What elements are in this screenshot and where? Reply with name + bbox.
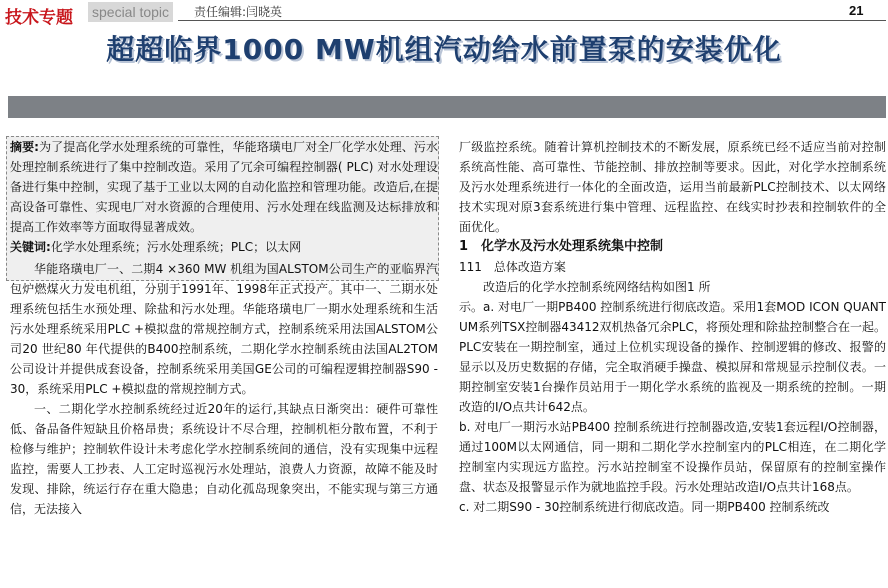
title-band [8,96,886,118]
article-title: 超超临界1000 MW机组汽动给水前置泵的安装优化 [106,33,782,66]
body-paragraph: 改造后的化学水控制系统网络结构如图1 所 [483,280,711,294]
page-number: 21 [849,3,864,18]
left-column [10,137,438,519]
subsection-heading: 111 总体改造方案 [459,260,566,274]
body-paragraph: 示。a. 对电厂一期PB400 控制系统进行彻底改造。采用1套MOD ICON QUANTUM系列TSX控制器43412双机热备冗余PLC，将预处理和除盐控制整合在一起。PLC安装在一期控制室，通过上位机实现设备的操作、控制逻辑的修改、报警的显示以及历史数据的存储，完全取消硬手操盘、模拟屏和常规显示控制仪表。一期控制室安装1台操作员站用于一期化学水系统的监视及一期系统的控制。一期改造的I/O点共计642点。 [459,300,886,414]
body-paragraph: c. 对二期S90 - 30控制系统进行彻底改造。同一期PB400 控制系统改 [459,500,830,514]
header-divider [178,20,886,21]
body-paragraph: b. 对电厂一期污水站PB400 控制系统进行控制器改造,安装1套远程I/O控制器，通过100M以太网通信，同一期和二期化学水控制室内的PLC相连，在二期化学控制室内实现远方监控。污水站控制室不设操作员站，保留原有的控制室操作盘、状态及报警显示作为就地监控手段。污水处理站改造I/O点共计168点。 [459,420,886,494]
abstract [10,137,438,237]
right-column [459,137,886,517]
abstract-text: 为了提高化学水处理系统的可靠性，华能珞璜电厂对全厂化学水处理、污水处理控制系统进行了集中控制改造。采用了冗余可编程控制器( PLC) 对水处理设备进行集中控制，实现了基于工业以太网的自动化监控和管理功能。改造后,在提高设备可靠性、实现电厂对水资源的合理使用、污水处理在线监测及达标排放和提高工作效率等方面取得显著成效。 [10,140,438,234]
keywords [10,237,438,257]
section-tag-english: special topic [88,2,173,22]
body-paragraph: 华能珞璜电厂一、二期4 ×360 MW 机组为国ALSTOM公司生产的亚临界汽包炉燃煤火力发电机组，分别于1991年、1998年正式投产。其中一、二期水处理系统包括生水预处理、除盐和污水处理。华能珞璜电厂一期水处理系统和生活污水处理系统采用PLC +模拟盘的常规控制方式，控制系统采用法国ALSTOM公司20 世纪80 年代提供的B400控制系统，二期化学水控制系统由法国AL2TOM公司设计并提供成套设备，控制系统采用美国GE公司的可编程逻辑控制器S90 - 30，系统采用PLC +模拟盘的常规控制方式。 [10,262,438,396]
editor-credit: 责任编辑:闫晓英 [194,5,283,19]
section-heading: 1 化学水及污水处理系统集中控制 [459,239,664,254]
body-paragraph: 一、二期化学水控制系统经过近20年的运行,其缺点日渐突出：硬件可靠性低、备品备件短缺且价格昂贵；系统设计不尽合理，控制机柜分散布置，不利于检修与维护；控制软件设计未考虑化学水控制系统间的通信，没有实现集中远程监控，需要人工抄表、人工定时巡视污水处理站，浪费人力资源，故障不能及时发现、排除，统运行存在重大隐患；自动化孤岛现象突出，不能实现与第三方通信，无法接入 [10,402,438,516]
section-tag: 技术专题 [5,8,73,28]
keywords-label: 关键词: [10,240,51,254]
body-paragraph: 厂级监控系统。随着计算机控制技术的不断发展，原系统已经不适应当前对控制系统高性能、高可靠性、节能控制、排放控制等要求。因此，对化学水控制系统及污水处理系统进行一体化的全面改造，运用当前最新PLC控制技术、以太网络技术实现对原3套系统进行集中管理、远程监控、在线实时抄表和控制软件的全面优化。 [459,140,886,234]
keywords-text: 化学水处理系统；污水处理系统；PLC；以太网 [50,240,302,254]
page-header [0,0,888,28]
abstract-label: 摘要: [10,140,39,154]
